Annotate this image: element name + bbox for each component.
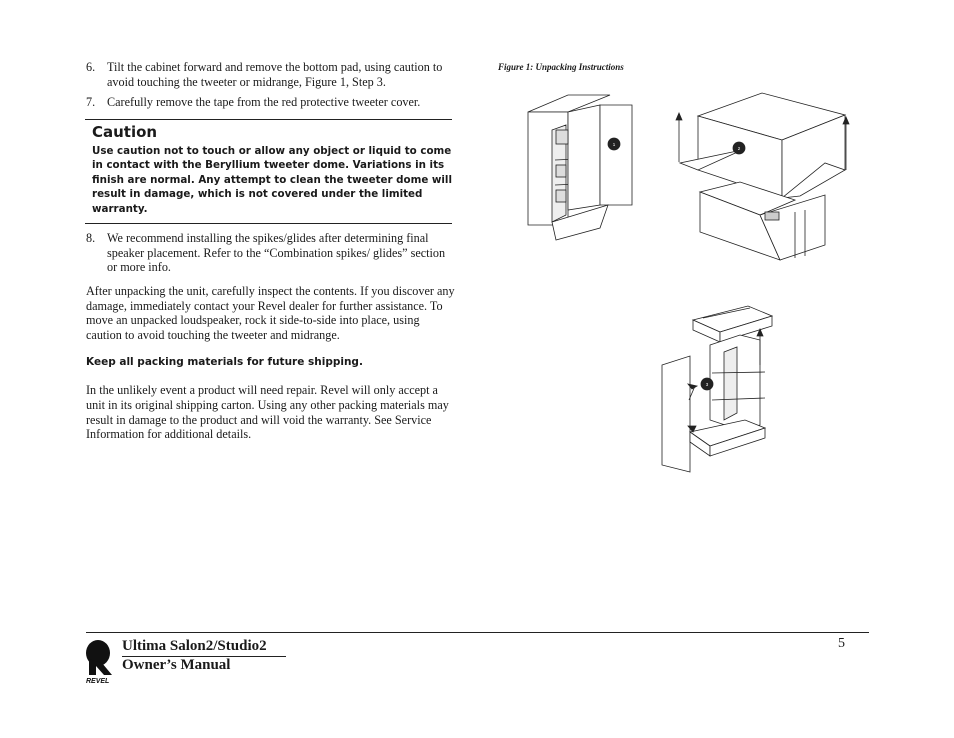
step-8 (86, 231, 458, 275)
page-number: 5 (838, 636, 845, 651)
unpacking-figure (500, 80, 870, 475)
step-text: We recommend installing the spikes/glides after determining final speaker placement. Refer to the “Combination spikes/ glides” section or more info. (107, 231, 446, 275)
step1-illustration (528, 95, 632, 240)
step-text: Tilt the cabinet forward and remove the bottom pad, using caution to avoid touching the tweeter or midrange, Figure 1, Step 3. (107, 60, 443, 89)
repair-paragraph: In the unlikely event a product will need repair. Revel will only accept a unit in its original shipping carton. Using any other packing materials may result in damage to the product and will void the warranty. See Service Information for additional details. (86, 383, 449, 442)
step-number: 6. (86, 60, 96, 74)
step-number: 8. (86, 231, 96, 246)
step-number: 7. (86, 95, 96, 110)
caution-box (85, 119, 452, 225)
logo-text: REVEL (86, 678, 110, 685)
after-unpacking-paragraph: After unpacking the unit, carefully inspect the contents. If you discover any damage, immediately contact your Revel dealer for further assistance. To move an unpacked loudspeaker, rock it side-to-side into place, using caution to avoid touching the tweeter and midrange. (86, 284, 455, 342)
footer-product-name: Ultima Salon2/Studio2 (122, 638, 286, 657)
step3-illustration (662, 306, 772, 472)
footer-manual-label: Owner’s Manual (122, 657, 231, 673)
footer-rule (86, 632, 869, 633)
step3-label: 3 (705, 382, 709, 387)
step1-label: 1 (612, 142, 616, 147)
keep-packing-note: Keep all packing materials for future shipping. (86, 356, 363, 369)
main-text-column (86, 60, 458, 442)
caution-body: Use caution not to touch or allow any object or liquid to come in contact with the Beryllium tweeter dome. Variations in its finish are normal. Any attempt to clean the tweeter dome will result in damage, which is not covered under the limited warranty. (92, 144, 452, 215)
step-6 (86, 60, 458, 89)
revel-logo (84, 635, 118, 685)
step2-label: 2 (737, 146, 741, 151)
step-7 (86, 95, 458, 110)
step-text: Carefully remove the tape from the red protective tweeter cover. (107, 95, 421, 110)
footer-title (122, 638, 286, 674)
step2-illustration (676, 93, 849, 260)
caution-title: Caution (92, 122, 158, 141)
figure-caption: Figure 1: Unpacking Instructions (498, 62, 624, 72)
